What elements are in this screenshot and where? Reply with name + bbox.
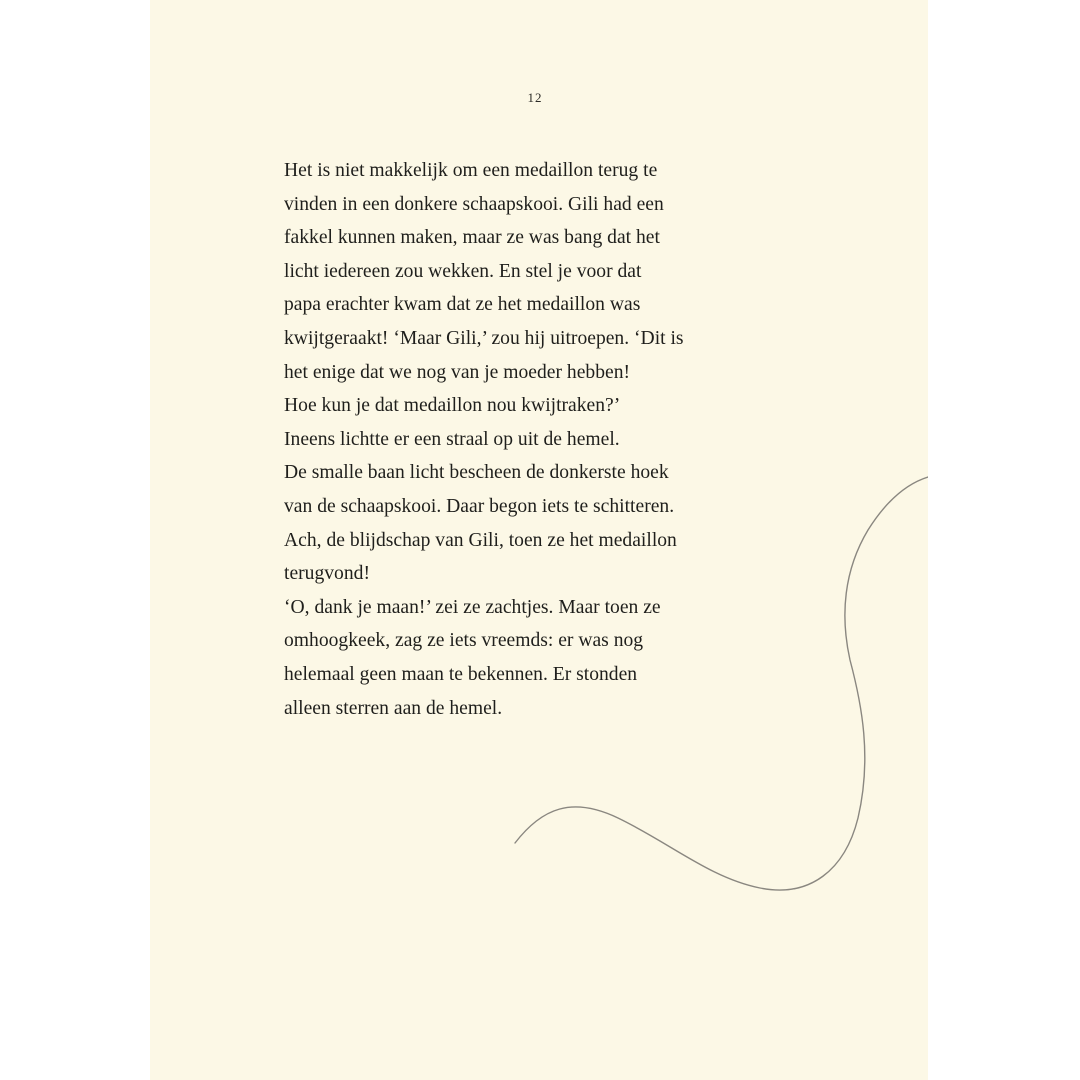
text-line: van de schaapskooi. Daar begon iets te schitteren.	[284, 495, 675, 517]
story-text	[284, 154, 754, 725]
text-line: Ach, de blijdschap van Gili, toen ze het medaillon	[284, 529, 677, 551]
book-page	[150, 0, 928, 1080]
text-line: omhoogkeek, zag ze iets vreemds: er was nog	[284, 630, 644, 652]
text-line: papa erachter kwam dat ze het medaillon was	[284, 294, 641, 316]
page-number: 12	[527, 90, 543, 105]
text-line: Ineens lichtte er een straal op uit de hemel.	[284, 428, 620, 450]
text-line: vinden in een donkere schaapskooi. Gili had een	[284, 193, 664, 215]
text-line: ‘O, dank je maan!’ zei ze zachtjes. Maar toen ze	[284, 596, 661, 618]
text-line: fakkel kunnen maken, maar ze was bang dat het	[284, 227, 660, 249]
text-line: Hoe kun je dat medaillon nou kwijtraken?’	[284, 395, 621, 417]
text-line: kwijtgeraakt! ‘Maar Gili,’ zou hij uitroepen. ‘Dit is	[284, 327, 684, 349]
text-line: licht iedereen zou wekken. En stel je voor dat	[284, 260, 642, 282]
text-line: het enige dat we nog van je moeder hebben!	[284, 361, 631, 383]
text-line: De smalle baan licht bescheen de donkerste hoek	[284, 462, 669, 484]
text-line: helemaal geen maan te bekennen. Er stonden	[284, 663, 638, 685]
text-line: terugvond!	[284, 563, 370, 585]
text-line: Het is niet makkelijk om een medaillon terug te	[284, 160, 658, 181]
text-line: alleen sterren aan de hemel.	[284, 697, 503, 719]
